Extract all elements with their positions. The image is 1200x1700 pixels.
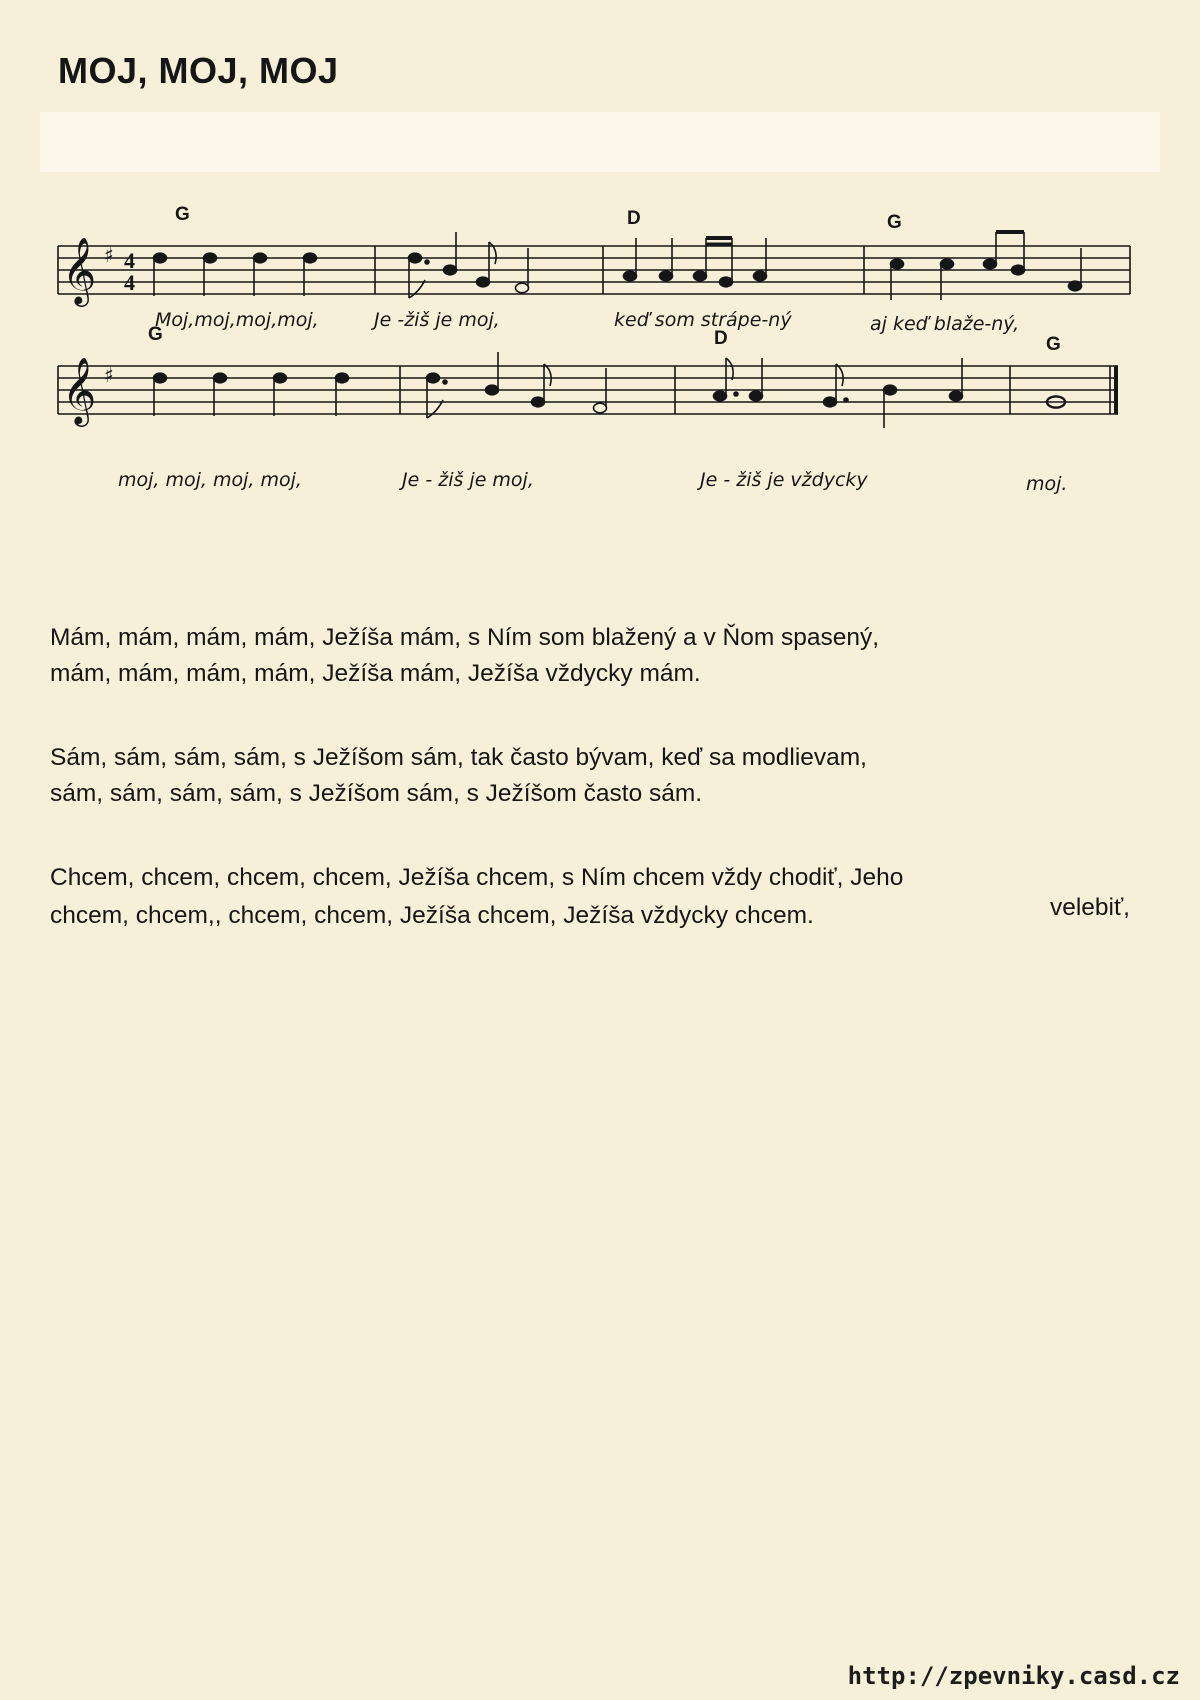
chord-symbol: D bbox=[627, 208, 641, 229]
time-signature-bottom: 4 bbox=[124, 270, 135, 295]
staff-system-1 bbox=[58, 246, 1130, 294]
verse-line: Chcem, chcem, chcem, chcem, Ježíša chcem, s Ním chcem vždy chodiť, Jeho bbox=[50, 864, 904, 891]
sharp-icon: ♯ bbox=[104, 243, 114, 267]
lyric-line: Je - žiš je moj, bbox=[402, 469, 534, 491]
verse-line: mám, mám, mám, mám, Ježíša mám, Ježíša vždycky mám. bbox=[50, 660, 701, 687]
notes-system-1 bbox=[154, 232, 1082, 300]
verse-line: chcem, chcem,, chcem, chcem, Ježíša chcem, Ježíša vždycky chcem. bbox=[50, 902, 814, 929]
lyric-line: moj, moj, moj, moj, bbox=[118, 469, 302, 491]
chord-symbol: D bbox=[714, 328, 728, 349]
verse-1 bbox=[50, 620, 1130, 692]
verses bbox=[50, 620, 1130, 982]
lyric-line: Je - žiš je vždycky bbox=[700, 469, 868, 491]
song-title: MOJ, MOJ, MOJ bbox=[58, 50, 339, 91]
lyric-line: keď som strápe-ný bbox=[614, 309, 792, 331]
lyric-line: Moj,moj,moj,moj, bbox=[155, 309, 319, 331]
verse-3 bbox=[50, 860, 1130, 934]
time-signature-top: 4 bbox=[124, 248, 135, 273]
music-staff-svg bbox=[0, 190, 1200, 520]
lyric-line: moj. bbox=[1026, 473, 1068, 495]
chord-symbol: G bbox=[887, 212, 902, 233]
verse-line: Mám, mám, mám, mám, Ježíša mám, s Ním som blažený a v Ňom spasený, bbox=[50, 624, 880, 651]
source-url[interactable]: http://zpevniky.casd.cz bbox=[847, 1662, 1180, 1690]
verse-line-overflow: velebiť, bbox=[1049, 894, 1130, 921]
blank-band bbox=[40, 112, 1160, 172]
lyric-line: aj keď blaže-ný, bbox=[870, 313, 1020, 335]
sharp-icon: ♯ bbox=[104, 363, 114, 387]
treble-clef-icon: 𝄞 bbox=[62, 236, 97, 304]
verse-line: Sám, sám, sám, sám, s Ježíšom sám, tak často bývam, keď sa modlievam, bbox=[50, 744, 867, 771]
chord-symbol: G bbox=[1046, 334, 1061, 355]
lyric-line: Je -žiš je moj, bbox=[374, 309, 500, 331]
chord-symbol: G bbox=[148, 324, 163, 345]
verse-2 bbox=[50, 740, 1130, 812]
verse-line: sám, sám, sám, sám, s Ježíšom sám, s Ježíšom často sám. bbox=[50, 780, 703, 807]
sheet-music bbox=[0, 190, 1200, 520]
chord-symbol: G bbox=[175, 204, 190, 225]
treble-clef-icon: 𝄞 bbox=[62, 356, 97, 424]
